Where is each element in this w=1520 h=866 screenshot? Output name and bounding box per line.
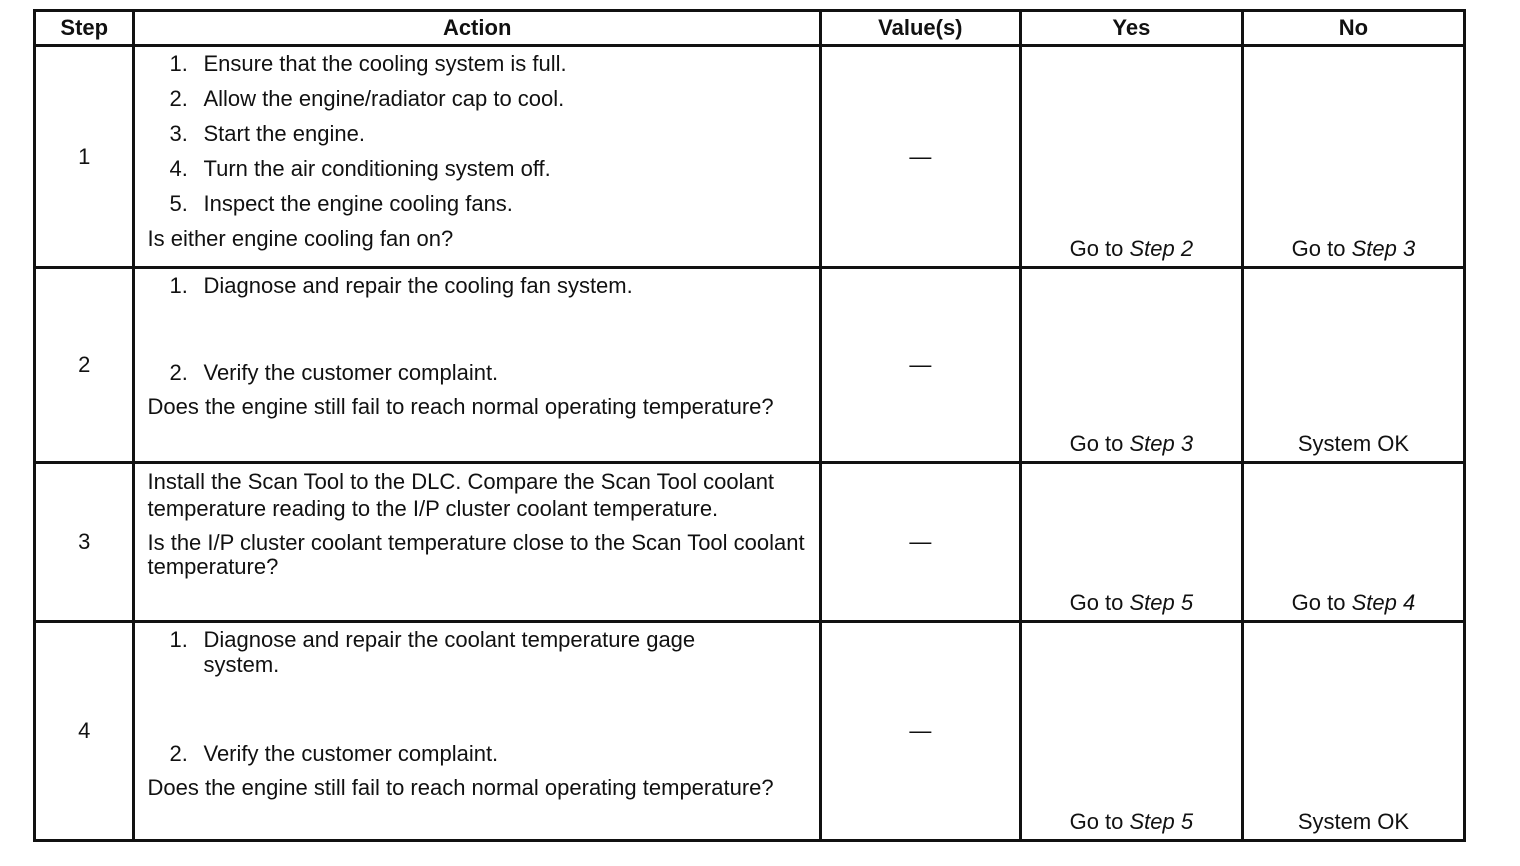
question-text: Does the engine still fail to reach normal operating temperature? (147, 775, 774, 800)
no-cell: System OK (1242, 622, 1464, 841)
action-steps (147, 741, 810, 766)
no-prefix: Go to (1291, 236, 1352, 261)
yes-prefix: Go to (1069, 809, 1130, 834)
question-text: Is the I/P cluster coolant temperature close to the Scan Tool coolant temperature? (147, 530, 805, 579)
table-row (35, 268, 1465, 463)
header-step: Step (35, 11, 134, 46)
step-item-number: 1. (169, 273, 188, 298)
action-steps (147, 51, 810, 216)
yes-step-link: Step 5 (1129, 809, 1194, 834)
action-cell (134, 46, 820, 268)
question-text: Is either engine cooling fan on? (147, 226, 454, 251)
list-item (147, 86, 810, 111)
table-row (35, 622, 1465, 841)
no-step-link: Step 3 (1351, 236, 1416, 261)
spacer (147, 308, 810, 360)
step-item-text: Ensure that the cooling system is full. (203, 51, 567, 76)
step-number: 2 (35, 268, 134, 463)
list-item (147, 156, 810, 181)
step-item-text: Inspect the engine cooling fans. (203, 191, 513, 216)
step-item-number: 2. (169, 741, 188, 766)
step-item-number: 3. (169, 121, 188, 146)
step-item-text: Verify the customer complaint. (203, 741, 499, 766)
action-paragraph: Install the Scan Tool to the DLC. Compare the Scan Tool coolant temperature reading to the I/P cluster coolant temperature. (147, 469, 775, 521)
action-cell (134, 268, 820, 463)
step-item-text: Diagnose and repair the cooling fan system. (203, 273, 633, 298)
list-item (147, 741, 810, 766)
step-number: 4 (35, 622, 134, 841)
value-cell: — (820, 268, 1020, 463)
step-item-number: 1. (169, 51, 188, 76)
action-steps (147, 627, 810, 677)
step-item-text: Verify the customer complaint. (203, 360, 499, 385)
question-text: Does the engine still fail to reach normal operating temperature? (147, 394, 774, 419)
yes-cell (1020, 622, 1242, 841)
yes-step-link: Step 2 (1129, 236, 1194, 261)
step-item-number: 2. (169, 86, 188, 111)
yes-cell (1020, 268, 1242, 463)
step-item-number: 2. (169, 360, 188, 385)
yes-cell (1020, 46, 1242, 268)
diagnostic-table (33, 9, 1466, 842)
action-steps (147, 273, 810, 298)
spacer (147, 687, 810, 741)
yes-step-link: Step 5 (1129, 590, 1194, 615)
list-item (147, 273, 810, 298)
yes-prefix: Go to (1069, 590, 1130, 615)
header-row (35, 11, 1465, 46)
step-item-text: Diagnose and repair the coolant temperature gage system. (203, 627, 696, 677)
step-number: 1 (35, 46, 134, 268)
step-item-text: Turn the air conditioning system off. (203, 156, 551, 181)
action-cell (134, 622, 820, 841)
no-step-link: Step 4 (1351, 590, 1416, 615)
header-no: No (1242, 11, 1464, 46)
yes-cell (1020, 463, 1242, 622)
no-cell (1242, 46, 1464, 268)
step-item-number: 5. (169, 191, 188, 216)
value-cell: — (820, 622, 1020, 841)
value-cell: — (820, 46, 1020, 268)
yes-prefix: Go to (1069, 236, 1130, 261)
action-steps (147, 360, 810, 385)
step-number: 3 (35, 463, 134, 622)
list-item (147, 121, 810, 146)
no-cell (1242, 463, 1464, 622)
no-cell: System OK (1242, 268, 1464, 463)
header-yes: Yes (1020, 11, 1242, 46)
table-row (35, 463, 1465, 622)
value-cell: — (820, 463, 1020, 622)
step-item-number: 1. (169, 627, 188, 652)
list-item (147, 360, 810, 385)
list-item (147, 51, 810, 76)
no-prefix: Go to (1291, 590, 1352, 615)
action-cell (134, 463, 820, 622)
list-item (147, 627, 810, 677)
list-item (147, 191, 810, 216)
header-values: Value(s) (820, 11, 1020, 46)
step-item-text: Start the engine. (203, 121, 365, 146)
step-item-number: 4. (169, 156, 188, 181)
table-row (35, 46, 1465, 268)
step-item-text: Allow the engine/radiator cap to cool. (203, 86, 565, 111)
yes-step-link: Step 3 (1129, 431, 1194, 456)
yes-prefix: Go to (1069, 431, 1130, 456)
header-action: Action (134, 11, 820, 46)
